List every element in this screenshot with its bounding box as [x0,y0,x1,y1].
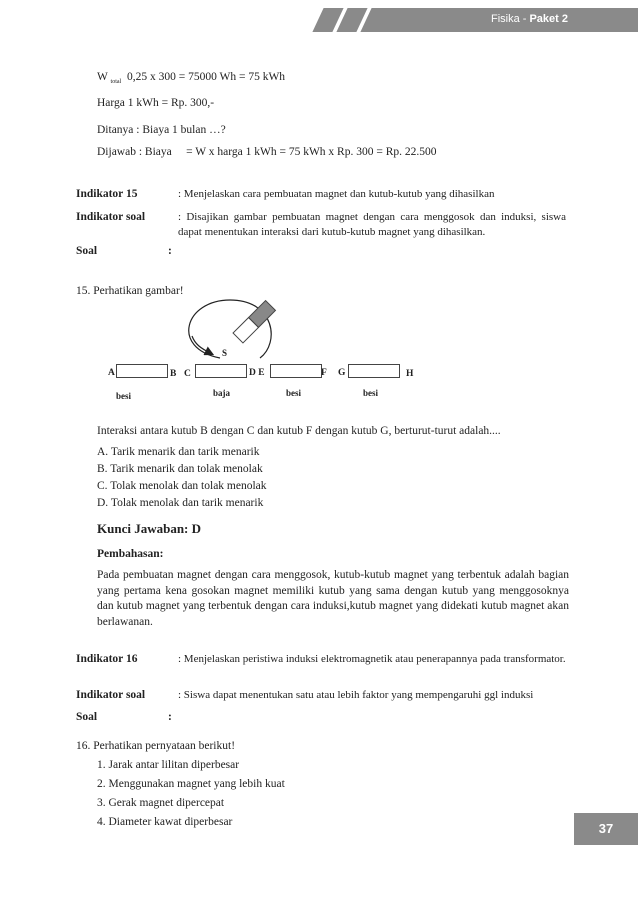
page-header [0,0,638,40]
iron-bar-gh [348,364,400,378]
page-number: 37 [574,813,638,845]
question-15-title: 15. Perhatikan gambar! [76,285,184,297]
pole-b: B [170,369,177,379]
discussion-title: Pembahasan: [97,548,164,560]
option-a[interactable]: A. Tarik menarik dan tarik menarik [97,446,260,458]
soal-15-colon: : [168,245,172,257]
soal-16-label: Soal [76,711,98,723]
statement-1: 1. Jarak antar lilitan diperbesar [97,759,240,771]
indikator-15-text: : Menjelaskan cara pembuatan magnet dan kutub-kutub yang dihasilkan [178,188,495,200]
iron-bar-ab [116,364,168,378]
calc-answer: Dijawab : Biaya = W x harga 1 kWh = 75 kWh x Rp. 300 = Rp. 22.500 [97,146,437,158]
calc-w-line: W $_{total}$ 0,25 x 300 = 75000 Wh = 75 kWh [97,71,286,85]
pole-h: H [406,369,414,379]
indikator-soal-15-label: Indikator soal [76,211,146,223]
header-title: Fisika - Paket 2 [490,13,568,25]
statement-3: 3. Gerak magnet dipercepat [97,797,225,809]
label-besi-3: besi [363,388,379,398]
question-16-title: 16. Perhatikan pernyataan berikut! [76,740,236,752]
option-c[interactable]: C. Tolak menolak dan tolak menolak [97,480,267,492]
calc-asked: Ditanya : Biaya 1 bulan …? [97,124,226,136]
pole-g: G [338,368,346,378]
indikator-16-label: Indikator 16 [76,653,138,665]
pole-c: C [184,369,191,379]
pole-a: A [108,368,115,378]
indikator-soal-16-text: : Siswa dapat menentukan satu atau lebih faktor yang mempengaruhi ggl induksi [178,689,534,701]
magnet-figure [100,298,440,406]
option-b[interactable]: B. Tarik menarik dan tolak menolak [97,463,263,475]
statement-4: 4. Diameter kawat diperbesar [97,816,233,828]
magnet-s-label: S [222,348,228,358]
indikator-16-text: : Menjelaskan peristiwa induksi elektromagnetik atau penerapannya pada transformator. [178,653,566,665]
discussion-text: Pada pembuatan magnet dengan cara menggosok, kutub-kutub magnet yang terbentuk adalah bagian yang pertama kena gosokan magnet memiliki kutub yang sama dengan kutub yang menggosoknya dan kutub magnet yang terbentuk dengan cara induksi,kutub magnet yang didekati kutub magnet akan berlawanan. [97,569,569,628]
indikator-15-label: Indikator 15 [76,188,138,200]
calc-price: Harga 1 kWh = Rp. 300,- [97,97,215,109]
indikator-soal-16-label: Indikator soal [76,689,146,701]
label-besi-1: besi [116,391,132,401]
soal-16-colon: : [168,711,172,723]
iron-bar-ef [270,364,322,378]
statement-2: 2. Menggunakan magnet yang lebih kuat [97,778,285,790]
option-d[interactable]: D. Tolak menolak dan tarik menarik [97,497,264,509]
indikator-soal-15-text: : Disajikan gambar pembuatan magnet dengan cara menggosok dan induksi, siswa dapat menentukan interaksi dari kutub-kutub magnet yang dihasilkan. [178,211,566,238]
pole-de: D E [249,368,265,378]
question-15-text: Interaksi antara kutub B dengan C dan kutub F dengan kutub G, berturut-turut adalah.... [97,425,501,437]
label-baja: baja [213,388,231,398]
label-besi-2: besi [286,388,302,398]
pole-f: F [321,368,327,378]
soal-15-label: Soal [76,245,98,257]
steel-bar-cd [195,364,247,378]
rubbing-diagram [100,298,440,406]
answer-key: Kunci Jawaban: D [97,521,202,536]
